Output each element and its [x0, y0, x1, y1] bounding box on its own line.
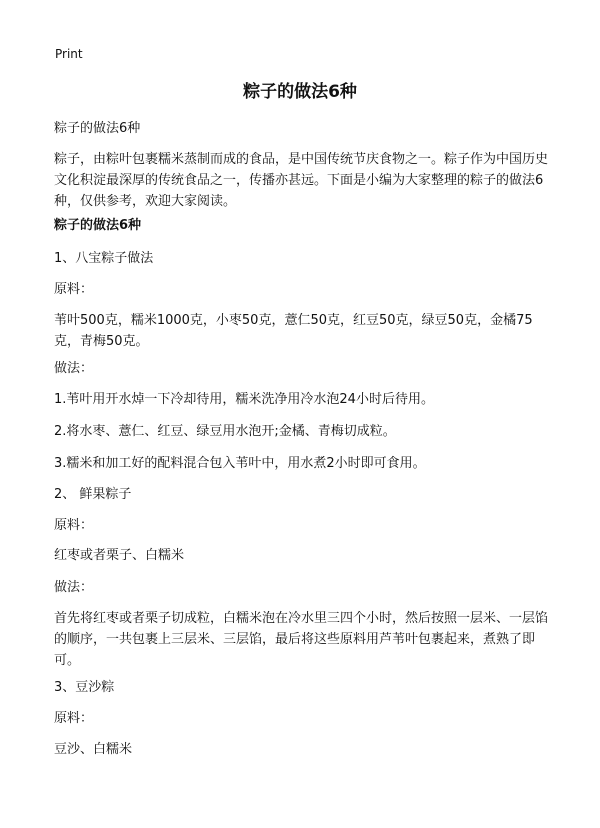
print-label: Print — [55, 47, 83, 61]
document-subtitle: 粽子的做法6种 — [54, 121, 141, 136]
section-heading: 粽子的做法6种 — [54, 218, 142, 233]
recipe2-method: 首先将红枣或者栗子切成粒，白糯米泡在冷水里三四个小时，然后按照一层米、一层馅的顺序，一共包裹上三层米、三层馅，最后将这些原料用芦苇叶包裹起来，煮熟了即可。 — [54, 611, 549, 668]
recipe2-name: 2、 鲜果粽子 — [54, 487, 132, 502]
recipe2-method-label: 做法： — [54, 580, 94, 595]
recipe1-ingredients: 苇叶500克，糯米1000克，小枣50克，薏仁50克，红豆50克，绿豆50克，金橘75克，青梅50克。 — [54, 313, 533, 349]
recipe3-name: 3、豆沙粽 — [54, 680, 115, 695]
recipe3-ingredients-label: 原料： — [54, 711, 94, 726]
recipe1-name: 1、八宝粽子做法 — [54, 251, 154, 266]
recipe3-ingredients: 豆沙、白糯米 — [54, 742, 133, 757]
recipe2-ingredients: 红枣或者栗子、白糯米 — [54, 548, 185, 563]
recipe1-step-1: 1.苇叶用开水焯一下冷却待用，糯米洗净用冷水泡24小时后待用。 — [54, 392, 434, 407]
intro-paragraph: 粽子，由粽叶包裹糯米蒸制而成的食品，是中国传统节庆食物之一。粽子作为中国历史文化积淀最深厚的传统食品之一，传播亦甚远。下面是小编为大家整理的粽子的做法6种，仅供参考，欢迎大家阅读。 — [54, 152, 549, 209]
recipe1-step-3: 3.糯米和加工好的配料混合包入苇叶中，用水煮2小时即可食用。 — [54, 456, 426, 471]
recipe1-step-2: 2.将水枣、薏仁、红豆、绿豆用水泡开;金橘、青梅切成粒。 — [54, 424, 396, 439]
recipe1-ingredients-label: 原料： — [54, 282, 94, 297]
recipe2-ingredients-label: 原料： — [54, 518, 94, 533]
recipe1-method-label: 做法： — [54, 361, 94, 376]
document-title: 粽子的做法6种 — [243, 82, 357, 102]
